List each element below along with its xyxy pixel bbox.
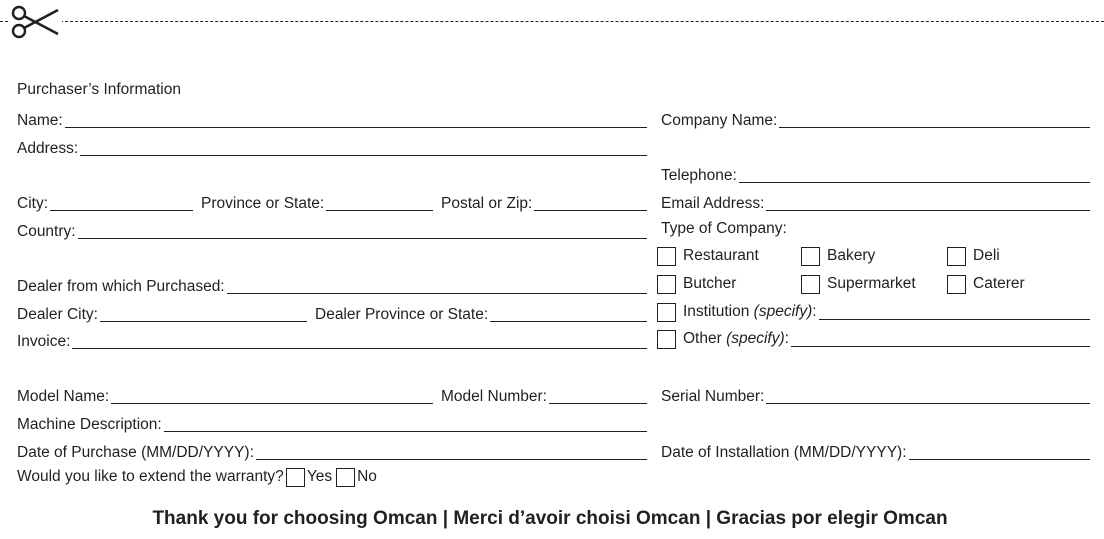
scissors-icon <box>8 4 62 45</box>
telephone-field[interactable] <box>661 163 1090 185</box>
name-label: Name: <box>17 112 63 129</box>
email-field[interactable] <box>661 191 1090 213</box>
butcher-label: Butcher <box>683 275 737 292</box>
other-label: Other <box>683 330 722 347</box>
machine-description-label: Machine Description: <box>17 416 162 433</box>
institution-colon: : <box>812 303 817 320</box>
city-label: City: <box>17 195 48 212</box>
bakery-option[interactable] <box>801 245 875 267</box>
invoice-label: Invoice: <box>17 333 71 350</box>
deli-label: Deli <box>973 247 1000 264</box>
country-line[interactable] <box>78 238 647 239</box>
date-installation-line[interactable] <box>909 459 1091 460</box>
company-name-field[interactable] <box>661 108 1090 130</box>
no-label: No <box>357 468 377 485</box>
date-purchase-label: Date of Purchase (MM/DD/YYYY): <box>17 444 254 461</box>
city-line[interactable] <box>50 210 193 211</box>
bakery-label: Bakery <box>827 247 876 264</box>
butcher-option[interactable] <box>657 273 736 295</box>
institution-checkbox[interactable] <box>657 303 676 322</box>
date-purchase-field[interactable] <box>17 440 647 462</box>
model-number-line[interactable] <box>549 403 647 404</box>
country-field[interactable] <box>17 219 647 241</box>
deli-option[interactable] <box>947 245 1000 267</box>
institution-line[interactable] <box>819 319 1090 320</box>
type-of-company-label: Type of Company: <box>661 220 787 237</box>
no-checkbox[interactable] <box>336 468 355 487</box>
city-field[interactable] <box>17 191 193 213</box>
serial-number-label: Serial Number: <box>661 388 765 405</box>
institution-label: Institution <box>683 303 750 320</box>
address-label: Address: <box>17 140 79 157</box>
thank-you-footer: Thank you for choosing Omcan | Merci d’avoir choisi Omcan | Gracias por elegir Omcan <box>152 508 948 529</box>
bakery-checkbox[interactable] <box>801 247 820 266</box>
province-line[interactable] <box>326 210 433 211</box>
supermarket-checkbox[interactable] <box>801 275 820 294</box>
dealer-line[interactable] <box>227 293 647 294</box>
dealer-field[interactable] <box>17 274 647 296</box>
institution-option[interactable] <box>657 301 1090 323</box>
machine-description-field[interactable] <box>17 412 647 434</box>
postal-line[interactable] <box>534 210 647 211</box>
dealer-city-label: Dealer City: <box>17 306 98 323</box>
butcher-checkbox[interactable] <box>657 275 676 294</box>
serial-number-field[interactable] <box>661 384 1090 406</box>
dealer-city-field[interactable] <box>17 302 307 324</box>
date-installation-label: Date of Installation (MM/DD/YYYY): <box>661 444 907 461</box>
company-name-line[interactable] <box>779 127 1090 128</box>
date-installation-field[interactable] <box>661 440 1090 462</box>
section-title: Purchaser’s Information <box>17 81 181 98</box>
telephone-label: Telephone: <box>661 167 737 184</box>
province-label: Province or State: <box>201 195 325 212</box>
model-number-label: Model Number: <box>441 388 547 405</box>
restaurant-label: Restaurant <box>683 247 759 264</box>
other-option[interactable] <box>657 328 1090 350</box>
caterer-label: Caterer <box>973 275 1025 292</box>
province-field[interactable] <box>201 191 433 213</box>
model-name-field[interactable] <box>17 384 433 406</box>
email-line[interactable] <box>766 210 1090 211</box>
model-number-field[interactable] <box>441 384 647 406</box>
institution-specify: (specify) <box>753 303 813 320</box>
address-line[interactable] <box>80 155 647 156</box>
postal-field[interactable] <box>441 191 647 213</box>
yes-checkbox[interactable] <box>286 468 305 487</box>
extend-warranty-label: Would you like to extend the warranty? <box>17 468 284 485</box>
extend-warranty-row <box>17 466 377 488</box>
postal-label: Postal or Zip: <box>441 195 533 212</box>
name-line[interactable] <box>65 127 647 128</box>
yes-label: Yes <box>306 468 333 485</box>
serial-number-line[interactable] <box>766 403 1090 404</box>
invoice-field[interactable] <box>17 329 647 351</box>
dealer-province-label: Dealer Province or State: <box>315 306 489 323</box>
supermarket-label: Supermarket <box>827 275 916 292</box>
dealer-city-line[interactable] <box>100 321 307 322</box>
other-colon: : <box>784 330 789 347</box>
email-label: Email Address: <box>661 195 765 212</box>
address-field[interactable] <box>17 136 647 158</box>
restaurant-option[interactable] <box>657 245 759 267</box>
other-checkbox[interactable] <box>657 330 676 349</box>
model-name-label: Model Name: <box>17 388 110 405</box>
restaurant-checkbox[interactable] <box>657 247 676 266</box>
caterer-checkbox[interactable] <box>947 275 966 294</box>
cut-line <box>0 21 1104 22</box>
company-name-label: Company Name: <box>661 112 778 129</box>
dealer-province-line[interactable] <box>490 321 647 322</box>
machine-description-line[interactable] <box>164 431 647 432</box>
model-name-line[interactable] <box>111 403 433 404</box>
date-purchase-line[interactable] <box>256 459 647 460</box>
supermarket-option[interactable] <box>801 273 916 295</box>
caterer-option[interactable] <box>947 273 1025 295</box>
telephone-line[interactable] <box>739 182 1090 183</box>
dealer-label: Dealer from which Purchased: <box>17 278 225 295</box>
name-field[interactable] <box>17 108 647 130</box>
deli-checkbox[interactable] <box>947 247 966 266</box>
other-specify: (specify) <box>726 330 785 347</box>
invoice-line[interactable] <box>72 348 647 349</box>
country-label: Country: <box>17 223 76 240</box>
dealer-province-field[interactable] <box>315 302 647 324</box>
other-line[interactable] <box>791 346 1090 347</box>
